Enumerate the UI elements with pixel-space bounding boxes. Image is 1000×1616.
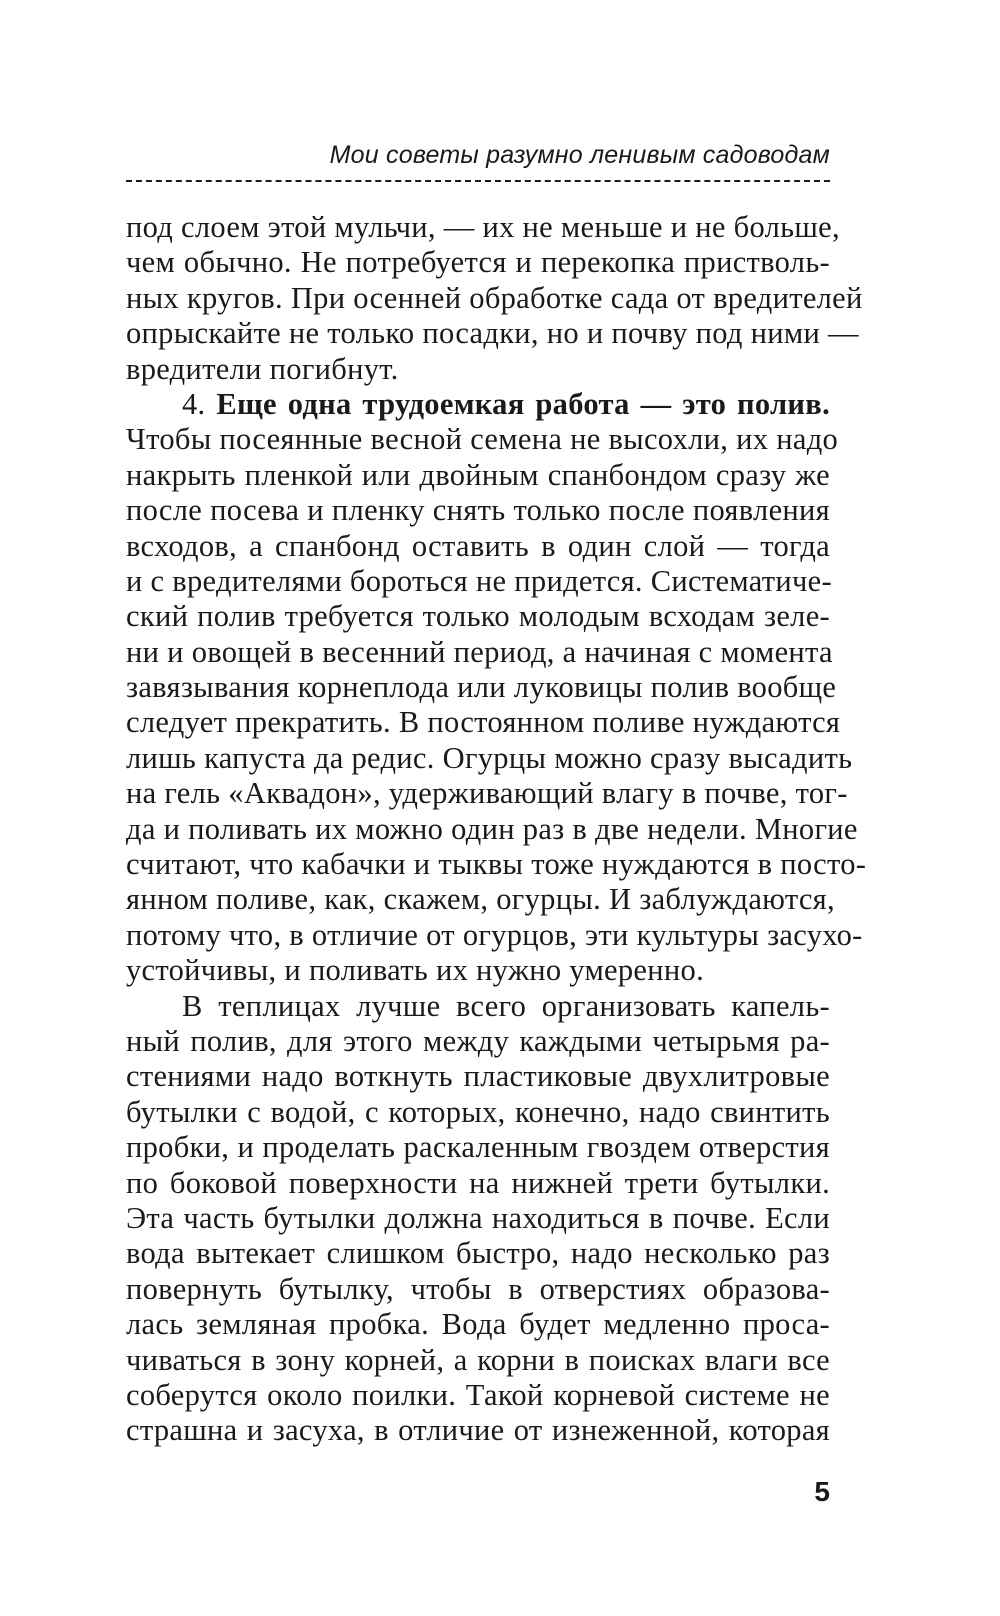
paragraph-watering	[126, 386, 867, 989]
text-line: всходов, а спанбонд оставить в один слой — тогда	[126, 528, 830, 563]
text-line: ни и овощей в весенний период, а начиная с момента	[126, 634, 833, 669]
text-line: считают, что кабачки и тыквы тоже нуждаются в посто-	[126, 847, 867, 882]
page-body	[126, 210, 867, 1449]
paragraph-lead-line	[126, 387, 830, 422]
text-line: страшна и засуха, в отличие от изнеженной, которая	[126, 1413, 830, 1448]
text-line: после посева и пленку снять только после появления	[126, 493, 830, 528]
text-line: завязывания корнеплода или луковицы полив вообще	[126, 670, 837, 705]
text-line: бутылки с водой, с которых, конечно, надо свинтить	[126, 1094, 830, 1129]
text-line: под слоем этой мульчи, — их не меньше и не больше,	[126, 210, 840, 244]
text-line: вредители погибнут.	[126, 351, 399, 386]
text-line: стениями надо воткнуть пластиковые двухлитровые	[126, 1059, 830, 1094]
text-line: В теплицах лучше всего организовать капель-	[182, 988, 830, 1023]
text-line: повернуть бутылку, чтобы в отверстиях образова-	[126, 1271, 830, 1306]
text-line: следует прекратить. В постоянном поливе нуждаются	[126, 705, 841, 740]
text-line: накрыть пленкой или двойным спанбондом сразу же	[126, 457, 830, 492]
text-line: устойчивы, и поливать их нужно умеренно.	[126, 953, 704, 988]
text-line: ных кругов. При осенней обработке сада от вредителей	[126, 280, 863, 315]
text-line: вода вытекает слишком быстро, надо несколько раз	[126, 1236, 830, 1271]
text-line: и с вредителями бороться не придется. Систематиче-	[126, 563, 832, 598]
paragraph-mulch-end	[126, 210, 863, 387]
text-line: Эта часть бутылки должна находиться в почве. Если	[126, 1200, 830, 1235]
text-line: лась земляная пробка. Вода будет медленно проса-	[126, 1307, 830, 1342]
text-line: лишь капуста да редис. Огурцы можно сразу высадить	[126, 740, 853, 775]
text-line: чем обычно. Не потребуется и перекопка пристволь-	[126, 245, 830, 280]
list-number: 4.	[182, 386, 206, 421]
text-line: соберутся около поилки. Такой корневой системе не	[126, 1377, 830, 1412]
running-head-title: Мои советы разумно ленивым садоводам	[329, 141, 830, 169]
text-line: чиваться в зону корней, а корни в поисках влаги все	[126, 1342, 830, 1377]
text-line: ный полив, для этого между каждыми четырьмя ра-	[126, 1023, 830, 1058]
header-dashed-divider	[126, 180, 830, 182]
bold-lead-phrase: Еще одна трудоемкая работа — это полив.	[216, 386, 830, 421]
page-number: 5	[814, 1476, 830, 1507]
text-line: опрыскайте не только посадки, но и почву под ними —	[126, 316, 859, 351]
text-line: да и поливать их можно один раз в две недели. Многие	[126, 811, 858, 846]
text-line: на гель «Аквадон», удерживающий влагу в почве, тог-	[126, 776, 848, 811]
text-line: Чтобы посеянные весной семена не высохли, их надо	[126, 422, 839, 457]
text-line: потому что, в отличие от огурцов, эти культуры засухо-	[126, 917, 863, 952]
text-line: ский полив требуется только молодым всходам зеле-	[126, 599, 830, 634]
text-line: пробки, и проделать раскаленным гвоздем отверстия	[126, 1130, 830, 1165]
text-line: янном поливе, как, скажем, огурцы. И заблуждаются,	[126, 882, 835, 917]
paragraph-greenhouse-drip	[126, 989, 830, 1449]
text-line: по боковой поверхности на нижней трети бутылки.	[126, 1165, 830, 1200]
